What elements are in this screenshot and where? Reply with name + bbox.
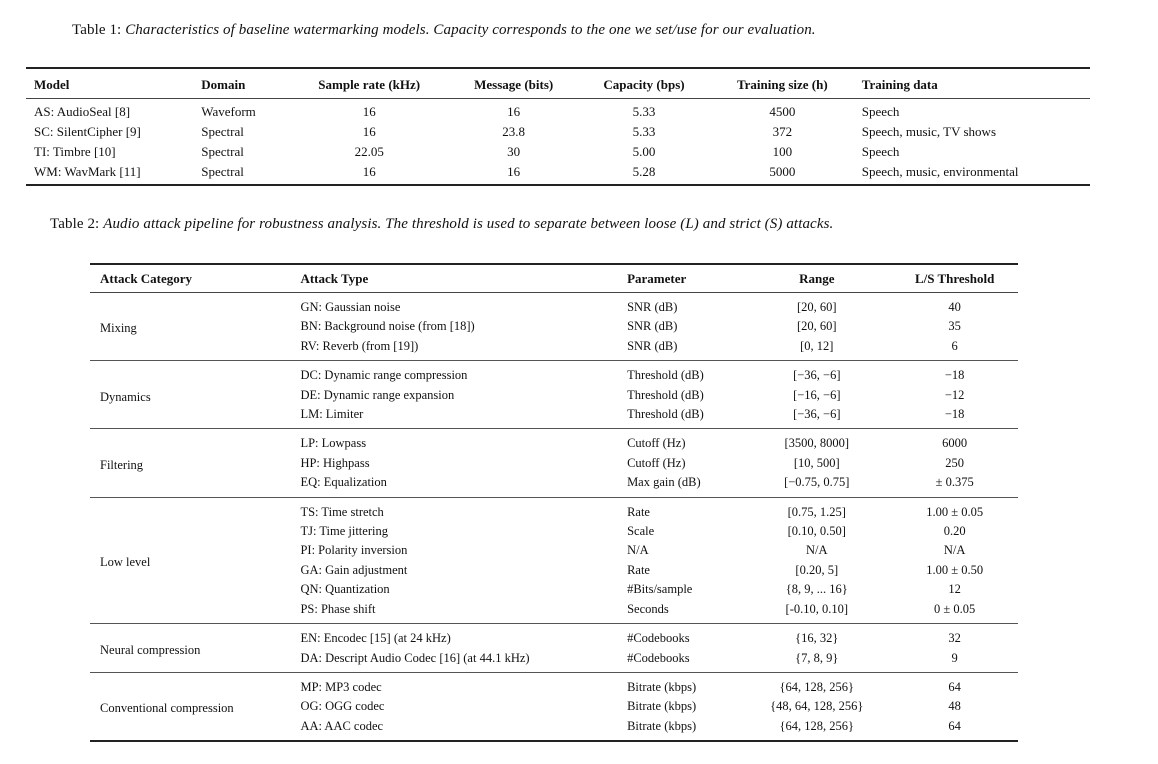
table1-cell-training-data: Speech, music, environmental bbox=[861, 164, 1019, 179]
table1-cell-sample-rate: 16 bbox=[362, 104, 376, 119]
table2-cell-range: [−0.75, 0.75] bbox=[742, 473, 889, 497]
table2-cell-range: [0.75, 1.25] bbox=[787, 504, 846, 519]
table2-cell-threshold: 1.00 ± 0.05 bbox=[926, 504, 984, 519]
table2-cell-threshold: 12 bbox=[948, 582, 961, 597]
table2-cell-attack-type: HP: Highpass bbox=[300, 455, 370, 470]
table2-header-category: Attack Category bbox=[90, 264, 290, 293]
table2-cell-category: Conventional compression bbox=[100, 701, 234, 716]
table2-cell-attack-type: GN: Gaussian noise bbox=[300, 300, 401, 314]
table-row bbox=[26, 99, 1090, 123]
table1-cell-training-size: 100 bbox=[772, 144, 793, 159]
table2-header-attack-type: Attack Type bbox=[290, 264, 617, 293]
table1-cell-model: WM: WavMark [11] bbox=[34, 164, 141, 179]
table2-cell-parameter: Rate bbox=[627, 562, 650, 577]
table1-cell-training-size: 4500 bbox=[769, 104, 796, 119]
table1-cell-message: 16 bbox=[507, 164, 521, 179]
table1-cell-domain: Spectral bbox=[201, 124, 244, 139]
table2-cell-range: {7, 8, 9} bbox=[742, 649, 889, 673]
table2-cell-attack-type: RV: Reverb (from [19]) bbox=[290, 337, 617, 361]
table2-cell-threshold: 9 bbox=[889, 649, 1018, 673]
table1-header-sample-rate: Sample rate (kHz) bbox=[288, 68, 448, 99]
table2-cell-range: [0, 12] bbox=[742, 337, 889, 361]
table-row bbox=[90, 624, 1018, 649]
table2-cell-attack-type: TJ: Time jittering bbox=[300, 524, 388, 539]
table2-cell-attack-type: EN: Encodec [15] (at 24 kHz) bbox=[300, 631, 451, 646]
table-row bbox=[90, 497, 1018, 522]
table2-cell-parameter: Bitrate (kbps) bbox=[627, 679, 697, 694]
table2-cell-range: [−36, −6] bbox=[793, 368, 841, 383]
table1 bbox=[26, 67, 1090, 186]
table2-header-range: Range bbox=[742, 264, 889, 293]
table2-cell-threshold: 6000 bbox=[942, 436, 968, 451]
table1-cell-sample-rate: 22.05 bbox=[354, 144, 384, 159]
table2-cell-category: Filtering bbox=[90, 429, 290, 497]
table2-cell-threshold: 0.20 bbox=[943, 524, 966, 539]
table1-header-message: Message (bits) bbox=[448, 68, 577, 99]
table2-cell-attack-type: OG: OGG codec bbox=[300, 699, 385, 714]
table1-header-domain: Domain bbox=[193, 68, 288, 99]
table2-cell-range: [20, 60] bbox=[796, 300, 837, 314]
table2-cell-threshold: 0 ± 0.05 bbox=[889, 600, 1018, 624]
table2-cell-parameter: Threshold (dB) bbox=[627, 368, 704, 383]
table2-cell-range: [-0.10, 0.10] bbox=[742, 600, 889, 624]
table2-caption bbox=[50, 216, 833, 233]
table2-cell-parameter: Cutoff (Hz) bbox=[627, 436, 686, 451]
table-row bbox=[90, 293, 1018, 318]
table1-cell-message: 23.8 bbox=[502, 124, 526, 139]
table2-cell-attack-type: LP: Lowpass bbox=[300, 436, 367, 451]
table2-cell-threshold: −12 bbox=[944, 387, 965, 402]
table2-cell-range: {64, 128, 256} bbox=[779, 679, 855, 694]
table1-cell-message: 16 bbox=[507, 104, 521, 119]
table2-header-row bbox=[90, 264, 1018, 293]
table-row bbox=[90, 672, 1018, 697]
table2-cell-parameter: N/A bbox=[627, 543, 649, 558]
table2-cell-threshold: 6 bbox=[889, 337, 1018, 361]
table-row bbox=[26, 162, 1090, 185]
table2-cell-category: Mixing bbox=[90, 293, 290, 361]
table2-cell-parameter: #Codebooks bbox=[617, 649, 742, 673]
table2-cell-attack-type: PS: Phase shift bbox=[290, 600, 617, 624]
table2-cell-threshold: N/A bbox=[943, 543, 966, 558]
table1-body bbox=[26, 99, 1090, 186]
table1-cell-training-data: Speech bbox=[861, 104, 900, 119]
table2-cell-range: N/A bbox=[806, 543, 828, 558]
table2-cell-attack-type: QN: Quantization bbox=[300, 582, 390, 597]
table2-cell-attack-type: DA: Descript Audio Codec [16] (at 44.1 kHz) bbox=[290, 649, 617, 673]
table1-cell-capacity: 5.33 bbox=[632, 104, 656, 119]
table2-cell-parameter: SNR (dB) bbox=[627, 319, 678, 334]
table2-cell-parameter: Cutoff (Hz) bbox=[627, 455, 686, 470]
table2-cell-range: [10, 500] bbox=[793, 455, 840, 470]
table2-header-threshold: L/S Threshold bbox=[889, 264, 1018, 293]
table1-header-model: Model bbox=[26, 68, 193, 99]
table2-cell-attack-type: EQ: Equalization bbox=[290, 473, 617, 497]
table-row bbox=[26, 122, 1090, 142]
table1-cell-message: 30 bbox=[507, 144, 521, 159]
table-row bbox=[90, 361, 1018, 386]
table1-cell-capacity: 5.33 bbox=[632, 124, 656, 139]
table2-cell-threshold: −18 bbox=[944, 368, 965, 383]
table2-cell-range: {16, 32} bbox=[795, 631, 839, 646]
table2-cell-attack-type: DC: Dynamic range compression bbox=[300, 368, 468, 383]
table1-header-capacity: Capacity (bps) bbox=[577, 68, 709, 99]
table2-cell-parameter: Seconds bbox=[617, 600, 742, 624]
table-row bbox=[90, 429, 1018, 454]
table2-cell-parameter: Threshold (dB) bbox=[617, 405, 742, 429]
table2-cell-threshold: ± 0.375 bbox=[889, 473, 1018, 497]
table1-cell-capacity: 5.28 bbox=[632, 164, 656, 179]
table2-cell-attack-type: GA: Gain adjustment bbox=[300, 562, 408, 577]
table2-cell-parameter: Bitrate (kbps) bbox=[627, 718, 697, 733]
table1-cell-capacity: 5.00 bbox=[632, 144, 656, 159]
table2-caption-text: Audio attack pipeline for robustness analysis. The threshold is used to separate between loose (L) and strict (S) attacks. bbox=[103, 216, 834, 232]
table2-cell-threshold: −18 bbox=[889, 405, 1018, 429]
table2-cell-attack-type: DE: Dynamic range expansion bbox=[300, 387, 455, 402]
table1-caption-text: Characteristics of baseline watermarking models. Capacity corresponds to the one we set/use for our evaluation. bbox=[125, 22, 816, 38]
table1-cell-training-size: 372 bbox=[772, 124, 793, 139]
table2-cell-range: [20, 60] bbox=[796, 319, 837, 334]
table2-body bbox=[90, 293, 1018, 742]
table2-cell-threshold: 48 bbox=[948, 699, 961, 714]
table2-cell-parameter: Rate bbox=[627, 504, 650, 519]
table2-cell-category: Dynamics bbox=[90, 361, 290, 429]
table1-cell-model: TI: Timbre [10] bbox=[34, 144, 116, 159]
table2-cell-threshold: 1.00 ± 0.50 bbox=[926, 562, 984, 577]
table1-cell-model: AS: AudioSeal [8] bbox=[34, 104, 131, 119]
table2-cell-parameter: #Bits/sample bbox=[627, 582, 693, 597]
table2-cell-parameter: Max gain (dB) bbox=[617, 473, 742, 497]
table1-cell-domain: Waveform bbox=[201, 104, 256, 119]
table2-cell-range: {64, 128, 256} bbox=[779, 718, 855, 733]
table2-cell-attack-type: LM: Limiter bbox=[290, 405, 617, 429]
table2-cell-threshold: 250 bbox=[945, 455, 965, 470]
table2-cell-parameter: SNR (dB) bbox=[627, 300, 678, 314]
table1-cell-training-data: Speech, music, TV shows bbox=[861, 124, 997, 139]
table1-header-training-data: Training data bbox=[854, 68, 1090, 99]
table1-cell-sample-rate: 16 bbox=[362, 164, 376, 179]
table2-cell-parameter: Bitrate (kbps) bbox=[627, 699, 697, 714]
table2 bbox=[90, 263, 1018, 742]
table2-cell-attack-type: TS: Time stretch bbox=[300, 504, 384, 519]
table1-caption bbox=[72, 22, 816, 39]
table-row bbox=[26, 142, 1090, 162]
table1-cell-domain: Spectral bbox=[201, 164, 244, 179]
table2-cell-attack-type: BN: Background noise (from [18]) bbox=[300, 319, 475, 334]
table2-cell-parameter: Threshold (dB) bbox=[627, 387, 704, 402]
table2-caption-label: Table 2: bbox=[50, 216, 100, 232]
table1-cell-sample-rate: 16 bbox=[362, 124, 376, 139]
table2-cell-parameter: #Codebooks bbox=[627, 631, 690, 646]
table2-cell-category: Neural compression bbox=[90, 624, 290, 673]
table2-cell-range: {8, 9, ... 16} bbox=[785, 582, 848, 597]
table2-cell-range: [0.20, 5] bbox=[795, 562, 839, 577]
table1-cell-model: SC: SilentCipher [9] bbox=[34, 124, 141, 139]
table2-cell-threshold: 64 bbox=[948, 718, 961, 733]
table1-cell-training-data: Speech bbox=[861, 144, 900, 159]
table2-cell-attack-type: MP: MP3 codec bbox=[300, 679, 382, 694]
table2-cell-parameter: SNR (dB) bbox=[617, 337, 742, 361]
table2-cell-attack-type: AA: AAC codec bbox=[300, 718, 384, 733]
table2-cell-threshold: 64 bbox=[948, 679, 961, 694]
table2-cell-attack-type: PI: Polarity inversion bbox=[300, 543, 408, 558]
table2-cell-range: [0.10, 0.50] bbox=[787, 524, 846, 539]
table2-header-parameter: Parameter bbox=[617, 264, 742, 293]
table2-cell-threshold: 32 bbox=[948, 631, 961, 646]
table2-cell-category: Low level bbox=[90, 497, 290, 623]
table1-cell-domain: Spectral bbox=[201, 144, 244, 159]
table2-cell-range: [−16, −6] bbox=[793, 387, 841, 402]
table1-caption-label: Table 1: bbox=[72, 22, 122, 38]
table2-cell-range: [−36, −6] bbox=[742, 405, 889, 429]
table2-cell-threshold: 35 bbox=[948, 319, 961, 334]
table2-cell-range: {48, 64, 128, 256} bbox=[770, 699, 864, 714]
table1-cell-training-size: 5000 bbox=[769, 164, 796, 179]
table2-cell-parameter: Scale bbox=[627, 524, 655, 539]
table2-cell-threshold: 40 bbox=[948, 300, 961, 314]
table1-header-training-size: Training size (h) bbox=[709, 68, 854, 99]
table1-header-row bbox=[26, 68, 1090, 99]
table2-cell-range: [3500, 8000] bbox=[784, 436, 850, 451]
